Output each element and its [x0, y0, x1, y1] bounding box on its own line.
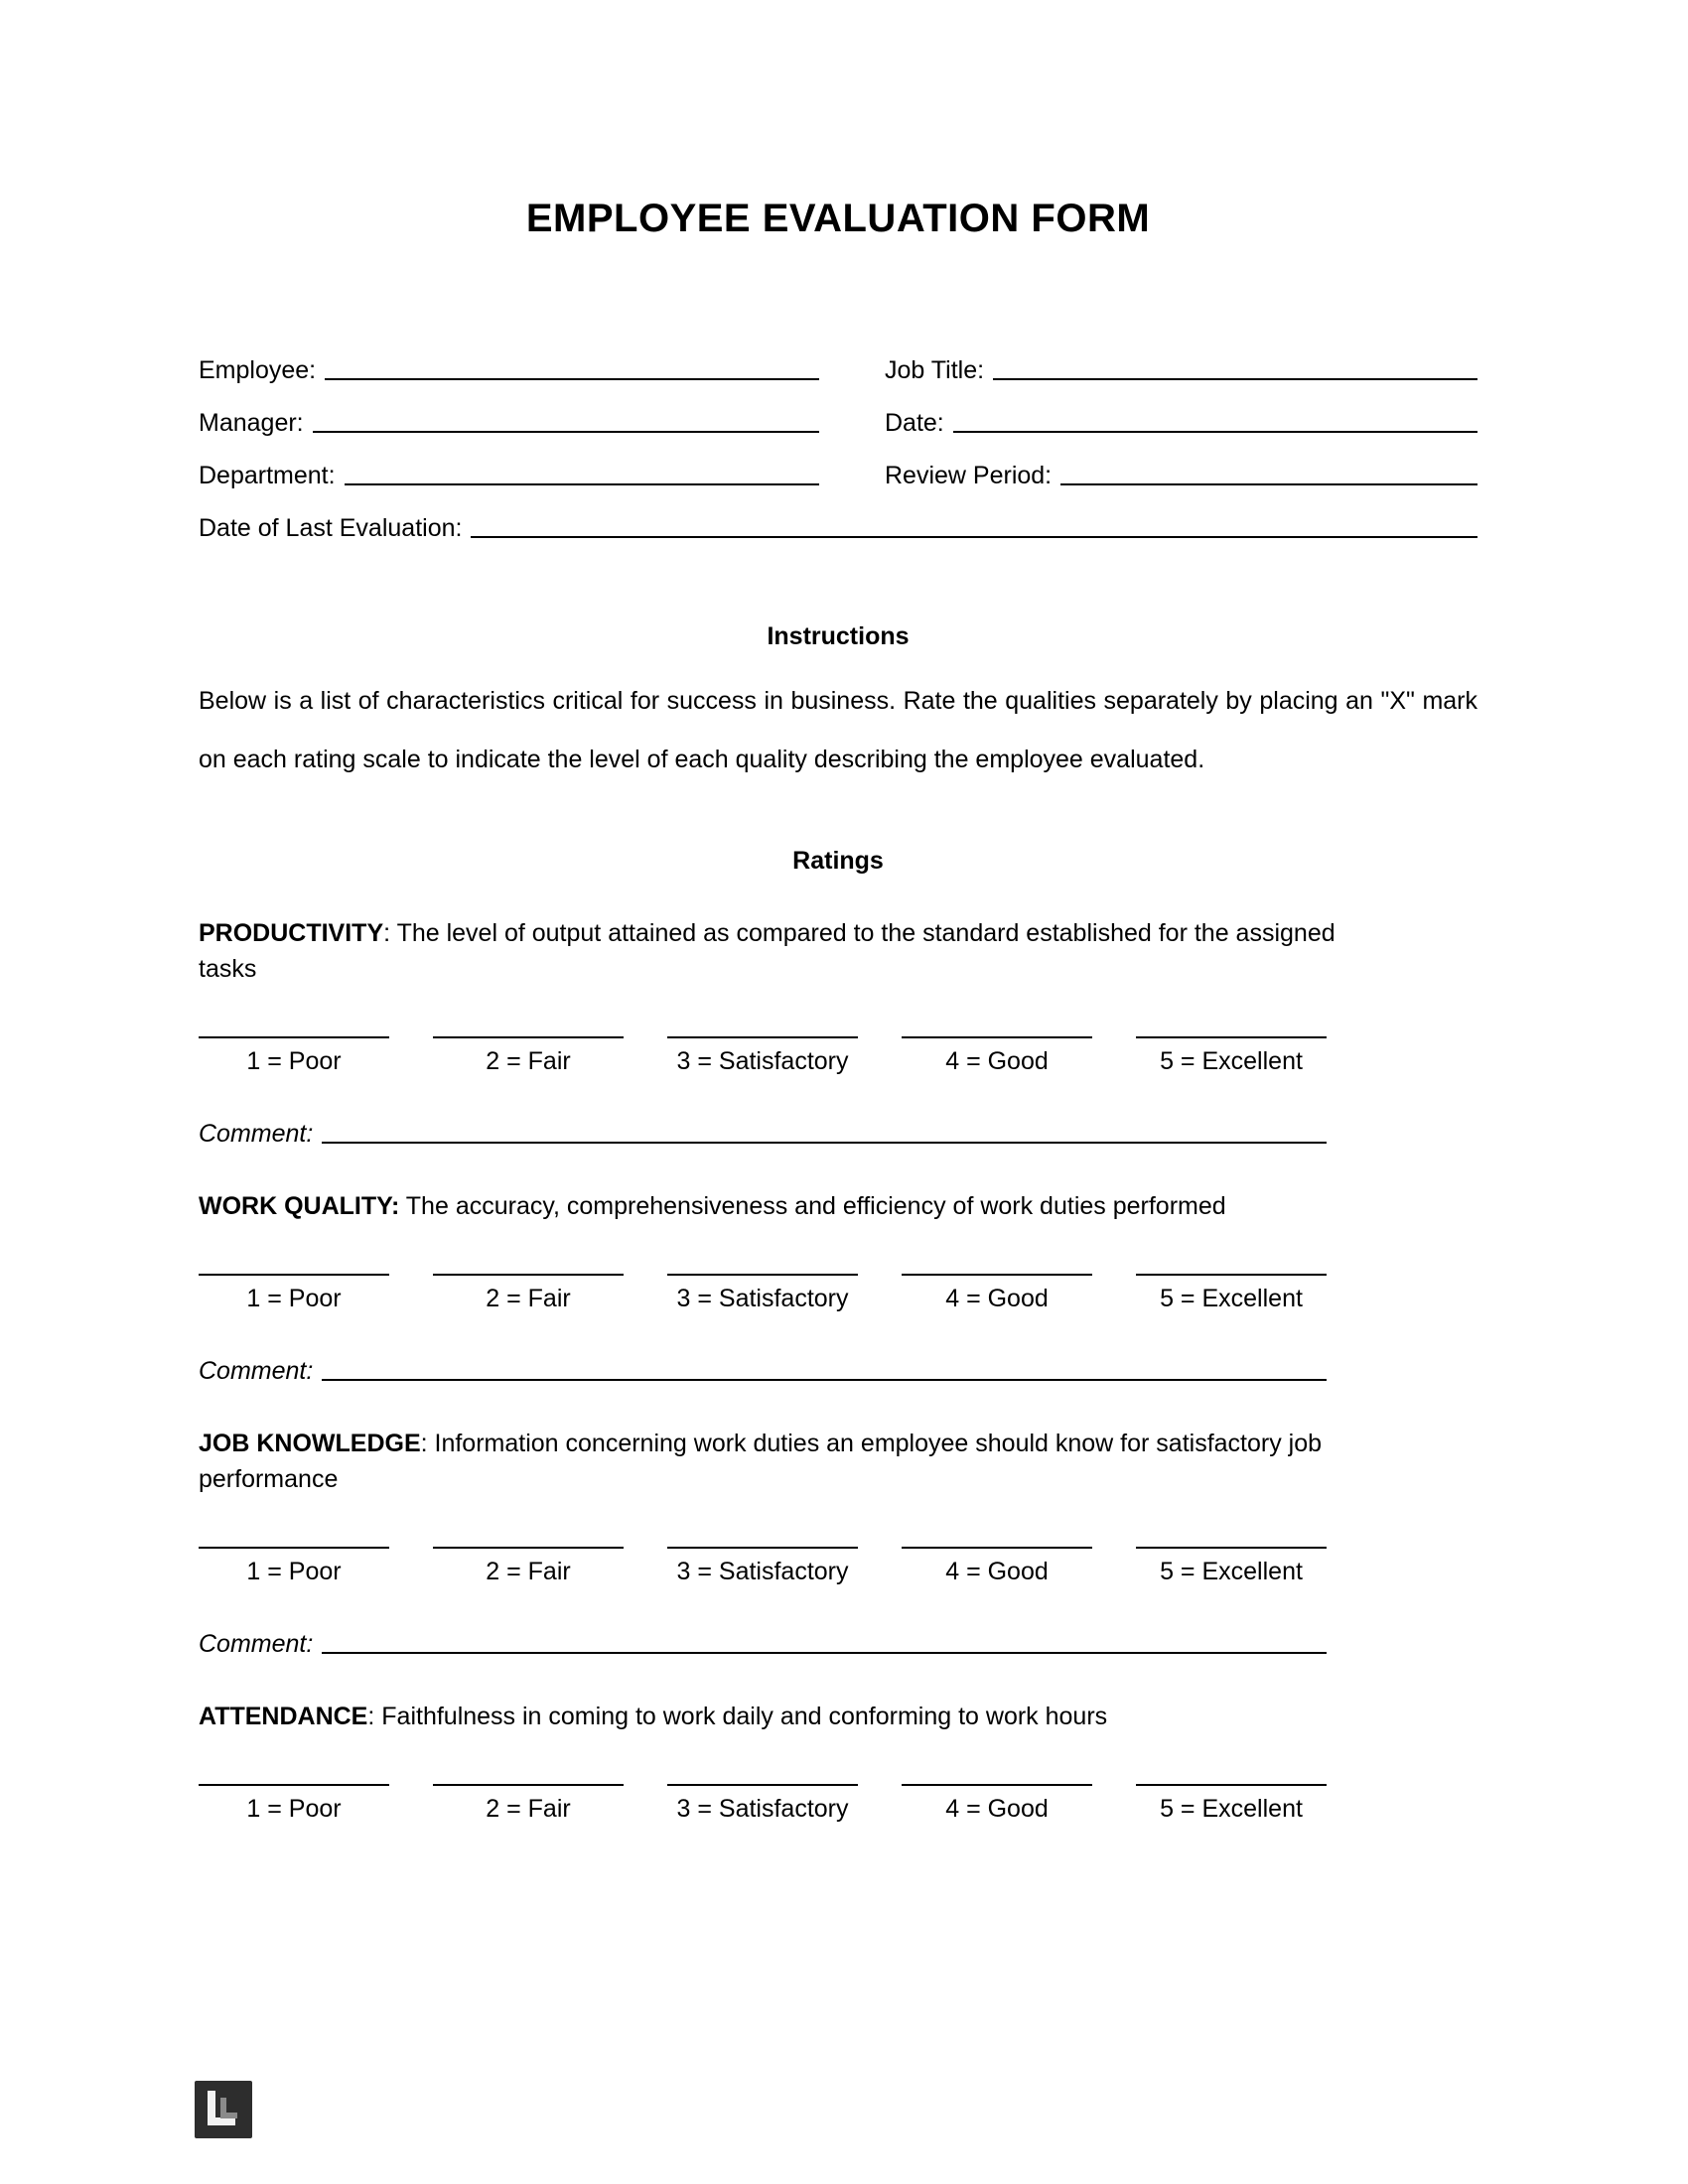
scale-label-poor: 1 = Poor [246, 1284, 342, 1312]
rating-blank-line[interactable] [1136, 1784, 1327, 1786]
field-job-title [885, 333, 1477, 385]
scale-label-excellent: 5 = Excellent [1160, 1046, 1303, 1075]
job-title-input-line[interactable] [993, 377, 1477, 380]
rating-blank-line[interactable] [902, 1547, 1092, 1549]
work-quality-option-satisfactory[interactable] [667, 1274, 858, 1313]
productivity-option-poor[interactable] [199, 1036, 389, 1076]
productivity-rating-scale [199, 1036, 1327, 1076]
scale-label-good: 4 = Good [945, 1046, 1049, 1075]
rating-blank-line[interactable] [199, 1274, 389, 1276]
productivity-option-excellent[interactable] [1136, 1036, 1327, 1076]
field-date [885, 385, 1477, 438]
job-knowledge-option-excellent[interactable] [1136, 1547, 1327, 1586]
work-quality-option-fair[interactable] [433, 1274, 624, 1313]
rating-blank-line[interactable] [1136, 1274, 1327, 1276]
work-quality-option-excellent[interactable] [1136, 1274, 1327, 1313]
productivity-name: PRODUCTIVITY [199, 918, 384, 947]
field-employee [199, 333, 819, 385]
scale-label-fair: 2 = Fair [486, 1794, 571, 1823]
scale-label-satisfactory: 3 = Satisfactory [676, 1794, 849, 1823]
attendance-option-good[interactable] [902, 1784, 1092, 1824]
scale-label-excellent: 5 = Excellent [1160, 1557, 1303, 1585]
job-knowledge-description: : Information concerning work duties an employee should know for satisfactory job performance [199, 1429, 1323, 1493]
job-knowledge-option-satisfactory[interactable] [667, 1547, 858, 1586]
document-page [199, 0, 1477, 1824]
job-knowledge-comment-line[interactable] [322, 1651, 1327, 1654]
date-label: Date: [885, 409, 944, 437]
rating-blank-line[interactable] [199, 1784, 389, 1786]
rating-blank-line[interactable] [667, 1036, 858, 1038]
employee-input-line[interactable] [325, 377, 819, 380]
scale-label-satisfactory: 3 = Satisfactory [676, 1284, 849, 1312]
rating-blank-line[interactable] [902, 1784, 1092, 1786]
scale-label-satisfactory: 3 = Satisfactory [676, 1557, 849, 1585]
job-knowledge-option-poor[interactable] [199, 1547, 389, 1586]
attendance-option-satisfactory[interactable] [667, 1784, 858, 1824]
scale-label-good: 4 = Good [945, 1557, 1049, 1585]
last-evaluation-label: Date of Last Evaluation: [199, 514, 463, 542]
scale-label-poor: 1 = Poor [246, 1046, 342, 1075]
productivity-option-good[interactable] [902, 1036, 1092, 1076]
instructions-heading: Instructions [767, 622, 910, 650]
attendance-option-poor[interactable] [199, 1784, 389, 1824]
rating-blank-line[interactable] [902, 1036, 1092, 1038]
review-period-input-line[interactable] [1060, 482, 1477, 485]
productivity-comment-line[interactable] [322, 1141, 1327, 1144]
department-label: Department: [199, 462, 336, 489]
rating-blank-line[interactable] [199, 1547, 389, 1549]
productivity-comment-row [199, 1120, 1327, 1149]
legaltemplates-logo [195, 2081, 252, 2138]
work-quality-comment-row [199, 1357, 1327, 1386]
manager-label: Manager: [199, 409, 304, 437]
productivity-option-satisfactory[interactable] [667, 1036, 858, 1076]
work-quality-option-poor[interactable] [199, 1274, 389, 1313]
scale-label-good: 4 = Good [945, 1794, 1049, 1823]
rating-blank-line[interactable] [199, 1036, 389, 1038]
scale-label-excellent: 5 = Excellent [1160, 1284, 1303, 1312]
work-quality-rating-scale [199, 1274, 1327, 1313]
manager-input-line[interactable] [313, 430, 819, 433]
scale-label-poor: 1 = Poor [246, 1557, 342, 1585]
scale-label-excellent: 5 = Excellent [1160, 1794, 1303, 1823]
last-evaluation-input-line[interactable] [471, 535, 1477, 538]
work-quality-description: The accuracy, comprehensiveness and efficiency of work duties performed [399, 1191, 1226, 1220]
job-title-label: Job Title: [885, 356, 985, 384]
attendance-rating-scale [199, 1784, 1327, 1824]
job-knowledge-name: JOB KNOWLEDGE [199, 1429, 421, 1457]
employee-label: Employee: [199, 356, 317, 384]
comment-label: Comment: [199, 1356, 314, 1385]
field-manager [199, 385, 819, 438]
productivity-description: : The level of output attained as compared to the standard established for the assigned tasks [199, 918, 1336, 983]
work-quality-name: WORK QUALITY: [199, 1191, 400, 1220]
page-title: EMPLOYEE EVALUATION FORM [525, 197, 1151, 240]
job-knowledge-comment-row [199, 1630, 1327, 1659]
field-review-period [885, 438, 1477, 490]
rating-blank-line[interactable] [433, 1547, 624, 1549]
job-knowledge-option-good[interactable] [902, 1547, 1092, 1586]
work-quality-option-good[interactable] [902, 1274, 1092, 1313]
productivity-title [199, 915, 1370, 987]
rating-blank-line[interactable] [1136, 1036, 1327, 1038]
scale-label-poor: 1 = Poor [246, 1794, 342, 1823]
instructions-body: Below is a list of characteristics critical for success in business. Rate the qualities separately by placing an "X" mark on each rating scale to indicate the level of each quality describing the employee evaluated. [199, 686, 1477, 773]
attendance-description: : Faithfulness in coming to work daily and conforming to work hours [367, 1702, 1108, 1730]
department-input-line[interactable] [345, 482, 819, 485]
comment-label: Comment: [199, 1629, 314, 1658]
rating-section-attendance [199, 1699, 1477, 1824]
scale-label-satisfactory: 3 = Satisfactory [676, 1046, 849, 1075]
attendance-option-fair[interactable] [433, 1784, 624, 1824]
comment-label: Comment: [199, 1119, 314, 1148]
logo-icon [195, 2081, 252, 2138]
work-quality-title [199, 1188, 1370, 1224]
rating-blank-line[interactable] [667, 1274, 858, 1276]
rating-blank-line[interactable] [433, 1274, 624, 1276]
rating-blank-line[interactable] [902, 1274, 1092, 1276]
productivity-option-fair[interactable] [433, 1036, 624, 1076]
scale-label-fair: 2 = Fair [486, 1557, 571, 1585]
attendance-option-excellent[interactable] [1136, 1784, 1327, 1824]
scale-label-good: 4 = Good [945, 1284, 1049, 1312]
ratings-heading: Ratings [792, 846, 884, 875]
rating-blank-line[interactable] [667, 1547, 858, 1549]
rating-blank-line[interactable] [433, 1036, 624, 1038]
attendance-name: ATTENDANCE [199, 1702, 368, 1730]
job-knowledge-option-fair[interactable] [433, 1547, 624, 1586]
rating-blank-line[interactable] [433, 1784, 624, 1786]
rating-section-job-knowledge [199, 1426, 1477, 1659]
rating-section-work-quality [199, 1188, 1477, 1386]
review-period-label: Review Period: [885, 462, 1053, 489]
work-quality-comment-line[interactable] [322, 1378, 1327, 1381]
attendance-title [199, 1699, 1370, 1734]
job-knowledge-rating-scale [199, 1547, 1327, 1586]
rating-section-productivity [199, 915, 1477, 1149]
rating-blank-line[interactable] [667, 1784, 858, 1786]
job-knowledge-title [199, 1426, 1370, 1497]
scale-label-fair: 2 = Fair [486, 1284, 571, 1312]
field-department [199, 438, 819, 490]
rating-blank-line[interactable] [1136, 1547, 1327, 1549]
date-input-line[interactable] [953, 430, 1477, 433]
header-fields [199, 333, 1477, 543]
field-last-evaluation [199, 490, 1477, 543]
scale-label-fair: 2 = Fair [486, 1046, 571, 1075]
